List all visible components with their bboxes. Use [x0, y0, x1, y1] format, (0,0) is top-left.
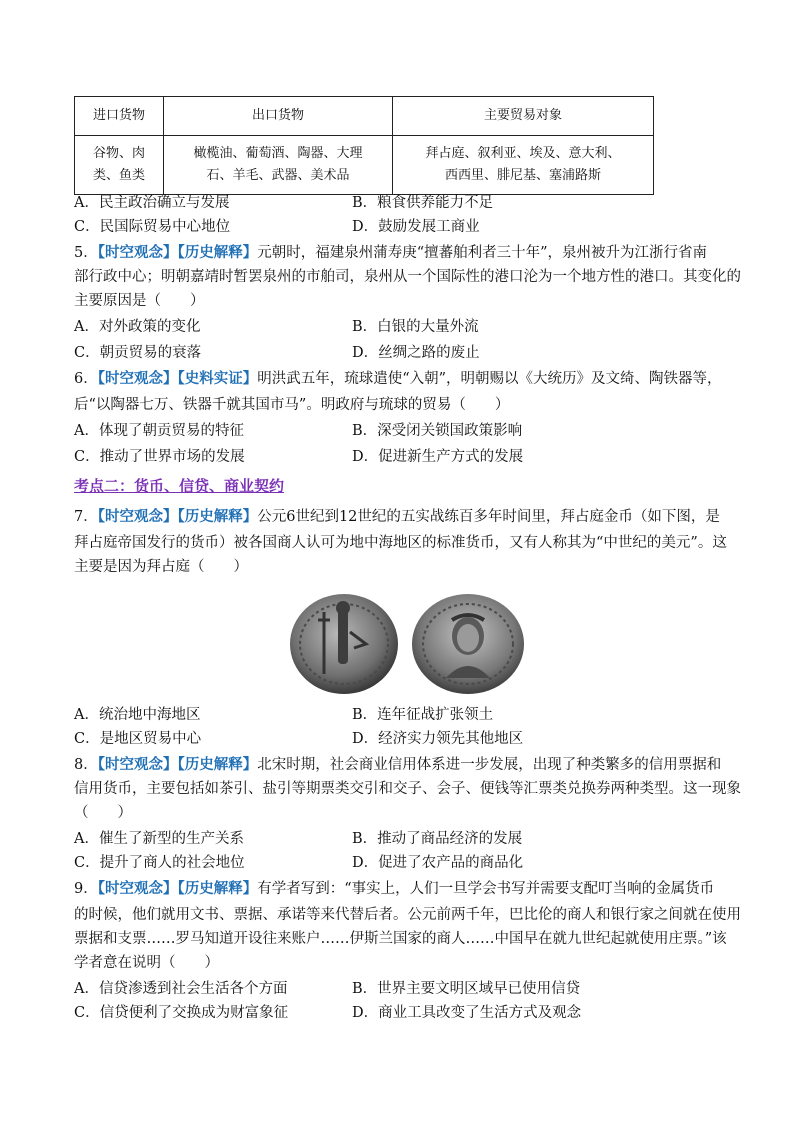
q7-option-d[interactable]: D．经济实力领先其他地区: [352, 731, 524, 747]
q7-stem-line: 主要是因为拜占庭（ ）: [74, 559, 248, 575]
q5-option-d[interactable]: D．丝绸之路的废止: [352, 345, 480, 361]
coin-obverse: [412, 594, 524, 694]
cell-line: 橄榄油、葡萄酒、陶器、大理: [193, 146, 363, 161]
q8-option-b[interactable]: B．推动了商品经济的发展: [352, 831, 523, 847]
q4-option-a[interactable]: A．民主政治确立与发展: [74, 195, 230, 211]
q4-option-b[interactable]: B．粮食供养能力不足: [352, 195, 494, 211]
q8-tags: 【时空观念】【历史解释】: [97, 756, 258, 773]
q4-option-d[interactable]: D．鼓励发展工商业: [352, 219, 480, 235]
table-header-cell: 主要贸易对象: [393, 97, 654, 136]
q9-option-c[interactable]: C．信贷便利了交换成为财富象征: [74, 1005, 289, 1021]
cell-line: 类、鱼类: [92, 168, 145, 183]
q9-stem-line: 票据和支票……罗马知道开设往来账户……伊斯兰国家的商人……中国早在就九世纪起就使用庄票。”该: [74, 931, 727, 947]
q9-tags: 【时空观念】【历史解释】: [97, 880, 258, 897]
q4-option-c[interactable]: C．民国际贸易中心地位: [74, 219, 231, 235]
q5-option-b[interactable]: B．白银的大量外流: [352, 319, 479, 335]
q9-option-d[interactable]: D．商业工具改变了生活方式及观念: [352, 1005, 582, 1021]
q5-stem-line: [74, 242, 707, 264]
q9-stem-line: [74, 878, 714, 900]
q7-text: 公元6世纪到12世纪的五实战练百多年时间里，拜占庭金币（如下图，是: [257, 509, 720, 525]
table-cell: [393, 136, 654, 195]
q5-stem-line: 部行政中心；明朝嘉靖时暂罢泉州的市舶司，泉州从一个国际性的港口沦为一个地方性的港口。其变化的: [74, 269, 741, 285]
q8-number: 8．: [74, 757, 98, 773]
q5-number: 5．: [74, 245, 98, 261]
cell-line: 石、羊毛、武器、美术品: [206, 168, 350, 183]
table-row: [75, 136, 654, 195]
q5-text: 元朝时，福建泉州蒲寿庚“擅蕃舶利者三十年”，泉州被升为江浙行省南: [257, 245, 708, 261]
q8-option-c[interactable]: C．提升了商人的社会地位: [74, 855, 245, 871]
q6-text: 明洪武五年，琉球遣使“入朝”，明朝赐以《大统历》及文绮、陶铁器等，: [257, 371, 722, 387]
q9-text: 有学者写到：“事实上，人们一旦学会书写并需要支配叮当响的金属货币: [257, 881, 715, 897]
q7-number: 7．: [74, 509, 98, 525]
q8-stem-line: （ ）: [74, 805, 132, 821]
q5-stem-line: 主要原因是（ ）: [74, 293, 205, 309]
cell-line: 谷物、肉: [92, 146, 145, 161]
q6-tags: 【时空观念】【史料实证】: [97, 370, 258, 387]
q7-option-b[interactable]: B．连年征战扩张领土: [352, 707, 494, 723]
q8-option-a[interactable]: A．催生了新型的生产关系: [74, 831, 244, 847]
table-cell: [75, 136, 164, 195]
table-header-row: [75, 97, 654, 136]
q8-stem-line: 信用货币，主要包括如茶引、盐引等期票类交引和交子、会子、便钱等汇票类兑换券两种类型。这一现象: [74, 781, 741, 797]
q9-option-b[interactable]: B．世界主要文明区域早已使用信贷: [352, 981, 581, 997]
q5-option-c[interactable]: C．朝贡贸易的衰落: [74, 345, 202, 361]
cell-line: 西西里、腓尼基、塞浦路斯: [444, 168, 601, 183]
q6-number: 6．: [74, 371, 98, 387]
q6-option-b[interactable]: B．深受闭关锁国政策影响: [352, 423, 523, 439]
q9-option-a[interactable]: A．信贷渗透到社会生活各个方面: [74, 981, 288, 997]
cell-line: 拜占庭、叙利亚、埃及、意大利、: [425, 146, 621, 161]
q8-option-d[interactable]: D．促进了农产品的商品化: [352, 855, 524, 871]
q6-option-c[interactable]: C．推动了世界市场的发展: [74, 449, 245, 465]
q5-tags: 【时空观念】【历史解释】: [97, 244, 258, 261]
q7-option-c[interactable]: C．是地区贸易中心: [74, 731, 202, 747]
section-title: 考点二：货币、信贷、商业契约: [74, 477, 285, 495]
q6-stem-line: 后“以陶器七万、铁器千就其国市马”。明政府与琉球的贸易（ ）: [74, 397, 510, 413]
q9-stem-line: 学者意在说明（ ）: [74, 955, 219, 971]
q7-stem-line: [74, 506, 720, 528]
q9-stem-line: 的时候，他们就用文书、票据、承诺等来代替后者。公元前两千年，巴比伦的商人和银行家之间就在使用: [74, 907, 741, 923]
q8-text: 北宋时期，社会商业信用体系进一步发展，出现了种类繁多的信用票据和: [257, 757, 722, 773]
byzantine-coins-image: [288, 592, 528, 696]
q5-option-a[interactable]: A．对外政策的变化: [74, 319, 201, 335]
q6-option-a[interactable]: A．体现了朝贡贸易的特征: [74, 423, 244, 439]
q7-option-a[interactable]: A．统治地中海地区: [74, 707, 201, 723]
q7-stem-line: 拜占庭帝国发行的货币）被各国商人认可为地中海地区的标准货币，又有人称其为“中世纪的美元”。这: [74, 535, 727, 551]
table-header-cell: 进口货物: [75, 97, 164, 136]
q6-stem-line: [74, 368, 722, 390]
coin-reverse: [290, 594, 398, 694]
goods-table: [74, 96, 654, 195]
q9-number: 9．: [74, 881, 98, 897]
q7-tags: 【时空观念】【历史解释】: [97, 508, 258, 525]
q6-option-d[interactable]: D．促进新生产方式的发展: [352, 449, 524, 465]
q8-stem-line: [74, 754, 721, 776]
table-cell: [164, 136, 393, 195]
table-header-cell: 出口货物: [164, 97, 393, 136]
